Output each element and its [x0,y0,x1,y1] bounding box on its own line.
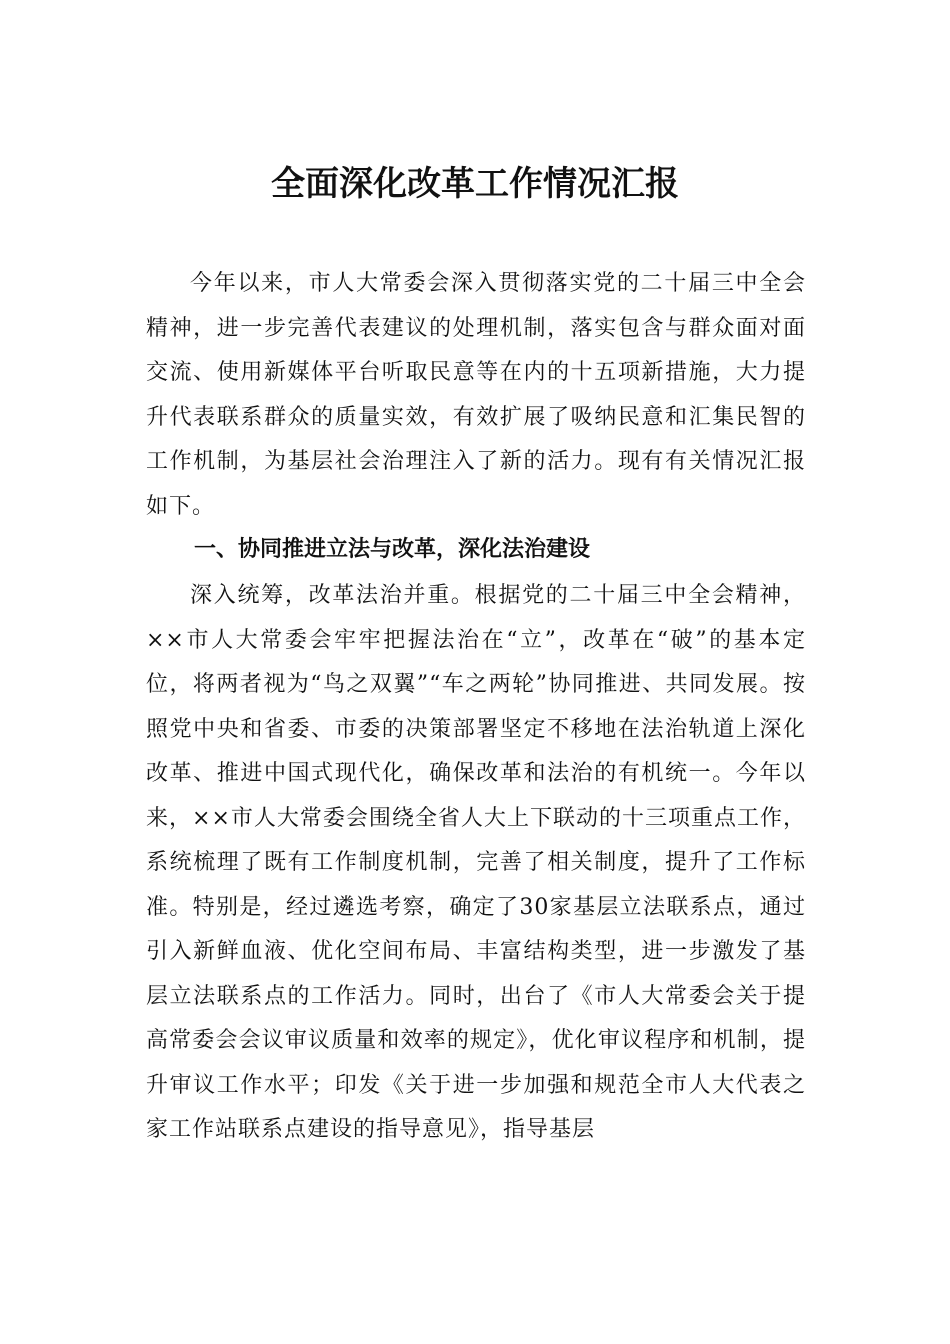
document-title: 全面深化改革工作情况汇报 [271,164,679,204]
section-heading: 一、协同推进立法与改革，深化法治建设 [194,537,591,562]
intro-paragraph: 今年以来，市人大常委会深入贯彻落实党的二十届三中全会精神，进一步完善代表建议的处理机制，落实包含与群众面对面交流、使用新媒体平台听取民意等在内的十五项新措施，大力提升代表联系群众的质量实效，有效扩展了吸纳民意和汇集民智的工作机制，为基层社会治理注入了新的活力。现有有关情况汇报如下。 [146,271,806,519]
section-paragraph: 深入统筹，改革法治并重。根据党的二十届三中全会精神，××市人大常委会牢牢把握法治在“立”，改革在“破”的基本定位，将两者视为“鸟之双翼”“车之两轮”协同推进、共同发展。按照党中央和省委、市委的决策部署坚定不移地在法治轨道上深化改革、推进中国式现代化，确保改革和法治的有机统一。今年以来，××市人大常委会围绕全省人大上下联动的十三项重点工作，系统梳理了既有工作制度机制，完善了相关制度，提升了工作标准。特别是，经过遴选考察，确定了30家基层立法联系点，通过引入新鲜血液、优化空间布局、丰富结构类型，进一步激发了基层立法联系点的工作活力。同时，出台了《市人大常委会关于提高常委会会议审议质量和效率的规定》，优化审议程序和机制，提升审议工作水平；印发《关于进一步加强和规范全市人大代表之家工作站联系点建设的指导意见》，指导基层 [146,583,806,1142]
